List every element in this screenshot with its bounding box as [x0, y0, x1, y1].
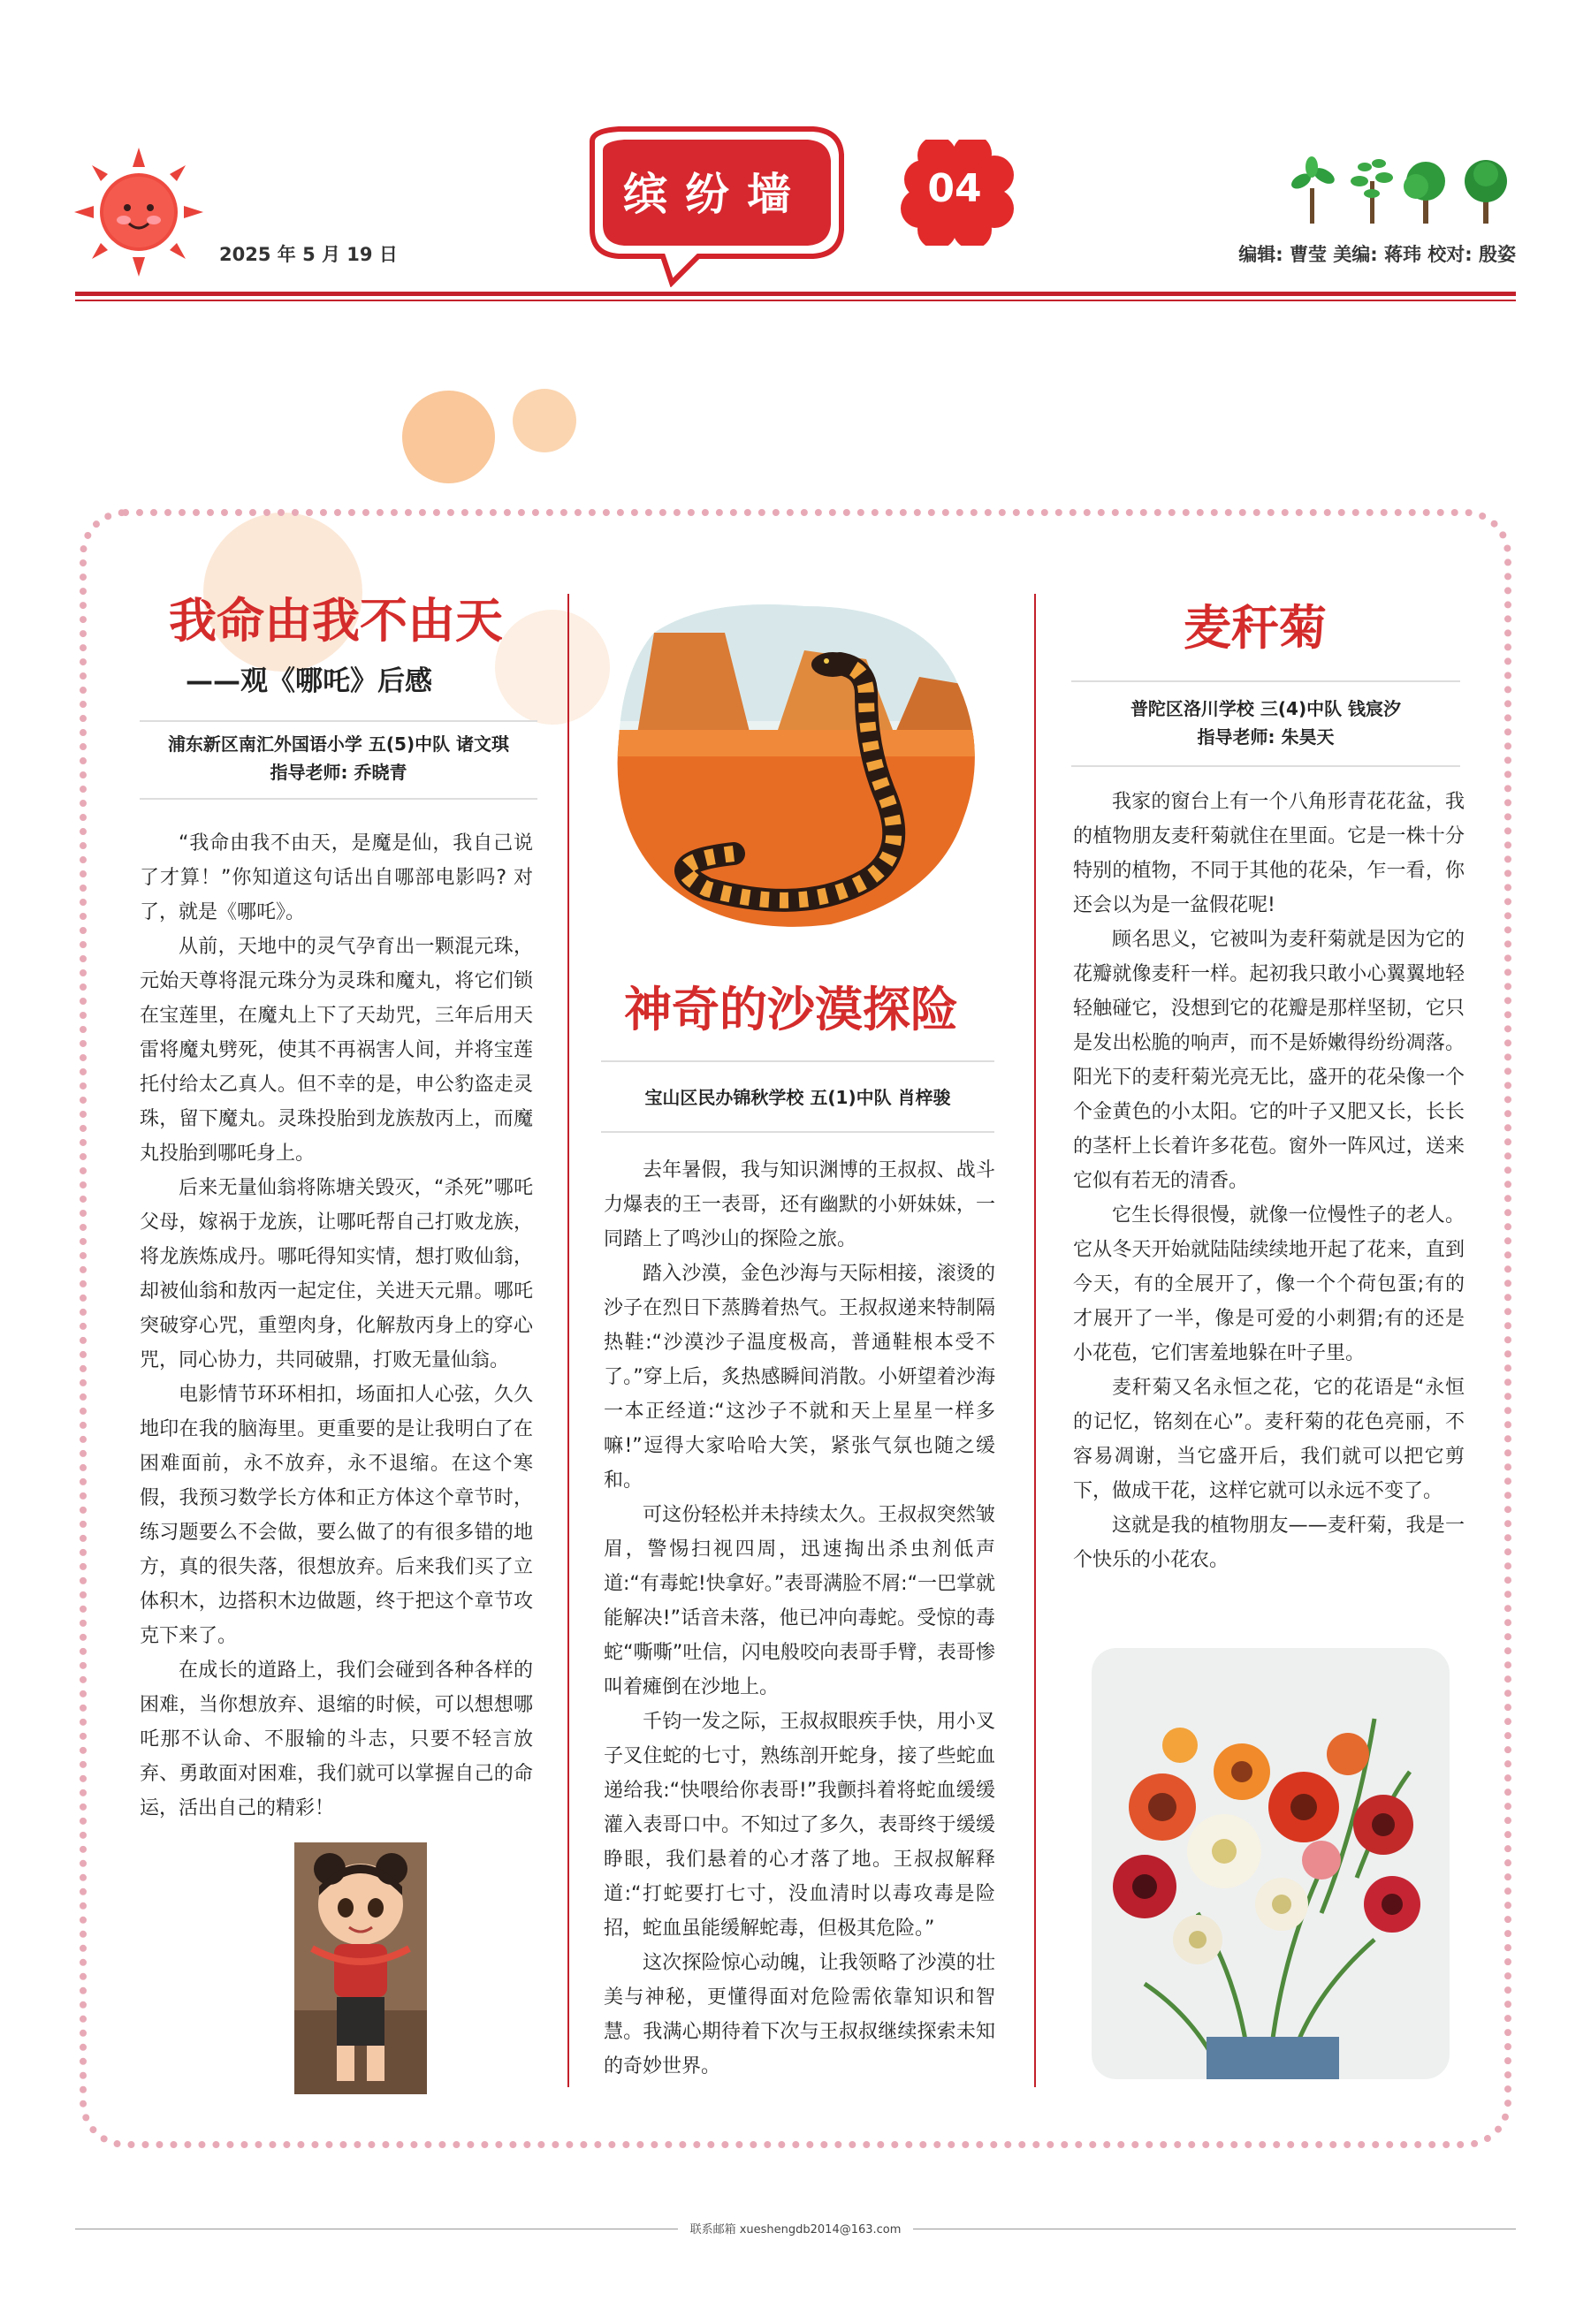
staff-credits: 编辑: 曹莹 美编: 蒋玮 校对: 殷姿: [1238, 244, 1516, 265]
article2-school: 宝山区民办锦秋学校 五(1)中队 肖梓骏: [644, 1087, 951, 1108]
article2-body: [604, 1153, 995, 2084]
column-divider: [1034, 594, 1036, 2087]
article3-title: 麦秆菊: [1184, 599, 1327, 656]
page-number: 04: [927, 166, 982, 211]
article3-paragraph: 这就是我的植物朋友——麦秆菊，我是一个快乐的小花农。: [1073, 1515, 1465, 1571]
article3-separator: [1071, 680, 1460, 682]
article2-paragraph: 千钧一发之际，王叔叔眼疾手快，用小叉子叉住蛇的七寸，熟练剖开蛇身，接了些蛇血递给我:“快喂给你表哥!”我颤抖着将蛇血缓缓灌入表哥口中。不知过了多久，表哥终于缓缓睁眼，我们悬着的心才落了地。王叔叔解释道:“打蛇要打七寸，没血清时以毒攻毒是险招，蛇血虽能缓解蛇毒，但极其危险。”: [604, 1711, 995, 1940]
strawflower-photo: [1092, 1648, 1450, 2079]
article1-separator: [140, 798, 537, 800]
nezha-illustration: [294, 1842, 427, 2094]
issue-date: 2025 年 5 月 19 日: [219, 244, 398, 265]
article3-separator: [1071, 765, 1460, 767]
article3-paragraph: 麦秆菊又名永恒之花，它的花语是“永恒的记忆，铭刻在心”。麦秆菊的花色亮丽，不容易凋谢，当它盛开后，我们就可以把它剪下，做成干花，这样它就可以永远不变了。: [1073, 1377, 1465, 1502]
header-rule: [75, 292, 1516, 296]
decor-circle: [513, 389, 576, 452]
article1-subtitle: ——观《哪吒》后感: [186, 665, 432, 697]
article1-school: 浦东新区南汇外国语小学 五(5)中队 诸文琪: [167, 733, 510, 755]
decor-circle: [402, 391, 495, 483]
article1-byline: [140, 730, 537, 786]
footer: [0, 2220, 1591, 2237]
article1-title: 我命由我不由天: [169, 592, 503, 649]
article1-paragraph: “我命由我不由天，是魔是仙，我自己说了才算！”你知道这句话出自哪部电影吗? 对了，就是《哪吒》。: [140, 832, 533, 923]
article3-paragraph: 我家的窗台上有一个八角形青花花盆，我的植物朋友麦秆菊就住在里面。它是一株十分特别的植物，不同于其他的花朵，乍一看，你还会以为是一盆假花呢!: [1073, 791, 1465, 916]
article3-teacher: 指导老师: 朱昊天: [1197, 726, 1335, 748]
article2-paragraph: 去年暑假，我与知识渊博的王叔叔、战斗力爆表的王一表哥，还有幽默的小妍妹妹，一同踏上了鸣沙山的探险之旅。: [604, 1159, 995, 1250]
desert-snake-illustration: [601, 597, 986, 933]
header-rule-thin: [75, 300, 1516, 301]
column-divider: [567, 594, 569, 2087]
article3-byline: [1071, 695, 1460, 751]
contact-email: 联系邮箱 xueshengdb2014@163.com: [678, 2223, 914, 2237]
article1-paragraph: 从前，天地中的灵气孕育出一颗混元珠，元始天尊将混元珠分为灵珠和魔丸，将它们锁在宝莲里，在魔丸上下了天劫咒，三年后用天雷将魔丸劈死，使其不再祸害人间，并将宝莲托付给太乙真人。但不幸的是，申公豹盗走灵珠，留下魔丸。灵珠投胎到龙族敖丙上，而魔丸投胎到哪吒身上。: [140, 936, 533, 1165]
article1-paragraph: 在成长的道路上，我们会碰到各种各样的困难，当你想放弃、退缩的时候，可以想想哪吒那不认命、不服输的斗志，只要不轻言放弃、勇敢面对困难，我们就可以掌握自己的命运，活出自己的精彩！: [140, 1659, 533, 1819]
article1-teacher: 指导老师: 乔晓青: [270, 762, 407, 783]
article3-paragraph: 它生长得很慢，就像一位慢性子的老人。它从冬天开始就陆陆续续地开起了花来，直到今天，有的全展开了，像一个个荷包蛋;有的才展开了一半，像是可爱的小刺猬;有的还是小花苞，它们害羞地躲在叶子里。: [1073, 1204, 1465, 1364]
article2-paragraph: 可这份轻松并未持续太久。王叔叔突然皱眉，警惕扫视四周，迅速掏出杀虫剂低声道:“有毒蛇!快拿好。”表哥满脸不屑:“一巴掌就能解决!”话音未落，他已冲向毒蛇。受惊的毒蛇“嘶嘶”吐信，闪电般咬向表哥手臂，表哥惨叫着瘫倒在沙地上。: [604, 1504, 995, 1698]
article2-paragraph: 这次探险惊心动魄，让我领略了沙漠的壮美与神秘，更懂得面对危险需依靠知识和智慧。我满心期待着下次与王叔叔继续探索未知的奇妙世界。: [604, 1952, 995, 2077]
article1-paragraph: 后来无量仙翁将陈塘关毁灭，“杀死”哪吒父母，嫁祸于龙族，让哪吒帮自己打败龙族，将龙族炼成丹。哪吒得知实情，想打败仙翁，却被仙翁和敖丙一起定住，关进天元鼎。哪吒突破穿心咒，重塑肉身，化解敖丙身上的穿心咒，同心协力，共同破鼎，打败无量仙翁。: [140, 1177, 533, 1371]
article2-separator: [601, 1131, 994, 1133]
article1-separator: [140, 720, 537, 722]
article2-separator: [601, 1060, 994, 1062]
article3-school: 普陀区洛川学校 三(4)中队 钱宸汐: [1130, 698, 1402, 719]
article1-paragraph: 电影情节环环相扣，场面扣人心弦，久久地印在我的脑海里。更重要的是让我明白了在困难面前，永不放弃，永不退缩。在这个寒假，我预习数学长方体和正方体这个章节时，练习题要么不会做，要么做了的有很多错的地方，真的很失落，很想放弃。后来我们买了立体积木，边搭积木边做题，终于把这个章节攻克下来了。: [140, 1384, 533, 1647]
column-title: 缤纷墙: [623, 169, 809, 220]
article1-body: [140, 826, 533, 1826]
trees-icon: [1290, 155, 1520, 225]
sun-icon: [72, 146, 205, 278]
article3-paragraph: 顾名思义，它被叫为麦秆菊就是因为它的花瓣就像麦秆一样。起初我只敢小心翼翼地轻轻触碰它，没想到它的花瓣是那样坚韧，它只是发出松脆的响声，而不是娇嫩得纷纷凋落。阳光下的麦秆菊光亮无比，盛开的花朵像一个个金黄色的小太阳。它的叶子又肥又长，长长的茎杆上长着许多花苞。窗外一阵风过，送来它似有若无的清香。: [1073, 929, 1465, 1192]
article3-body: [1073, 785, 1465, 1577]
article2-title: 神奇的沙漠探险: [624, 981, 958, 1037]
article2-paragraph: 踏入沙漠，金色沙海与天际相接，滚烫的沙子在烈日下蒸腾着热气。王叔叔递来特制隔热鞋:“沙漠沙子温度极高，普通鞋根本受不了。”穿上后，炙热感瞬间消散。小妍望着沙海一本正经道:“这沙子不就和天上星星一样多嘛!”逗得大家哈哈大笑，紧张气氛也随之缓和。: [604, 1263, 995, 1492]
